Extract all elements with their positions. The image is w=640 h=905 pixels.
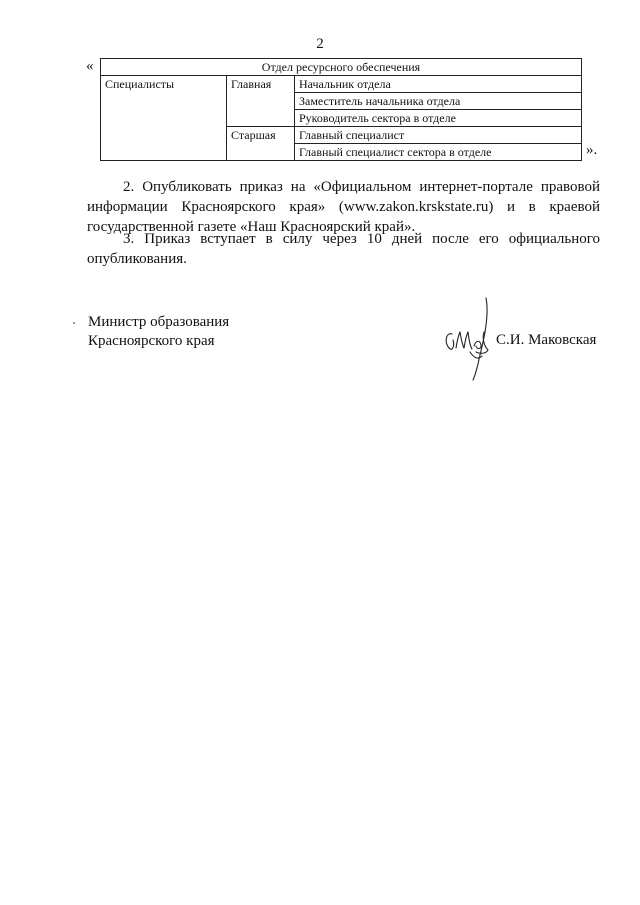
table-cell-position: Руководитель сектора в отделе	[295, 110, 582, 127]
scan-mark	[73, 322, 75, 324]
handwritten-signature	[440, 292, 496, 382]
table-cell-position: Начальник отдела	[295, 76, 582, 93]
positions-table	[100, 58, 582, 161]
table-cell-position: Главный специалист	[295, 127, 582, 144]
signer-title-line2: Красноярского края	[88, 333, 215, 349]
closing-quote-mark: ».	[586, 142, 598, 158]
signer-name: С.И. Маковская	[496, 332, 597, 348]
paragraph-publication: 2. Опубликовать приказ на «Официальном интернет-портале правовой информации Красноярского края» (www.zakon.krskstate.ru) и в краевой государственной газете «Наш Красноярский край».	[87, 179, 600, 235]
table-cell-position: Заместитель начальника отдела	[295, 93, 582, 110]
table-header-department: Отдел ресурсного обеспечения	[101, 59, 582, 76]
paragraph-effective-date: 3. Приказ вступает в силу через 10 дней после его официального опубликования.	[87, 231, 600, 267]
table-cell-position: Главный специалист сектора в отделе	[295, 144, 582, 161]
signer-title	[88, 313, 229, 351]
table-cell-group-senior: Старшая	[227, 127, 295, 161]
opening-quote-mark: «	[86, 58, 94, 74]
signer-title-line1: Министр образования	[88, 314, 230, 330]
page-number: 2	[316, 36, 324, 52]
table-cell-category: Специалисты	[101, 76, 227, 161]
table-cell-group-main: Главная	[227, 76, 295, 127]
